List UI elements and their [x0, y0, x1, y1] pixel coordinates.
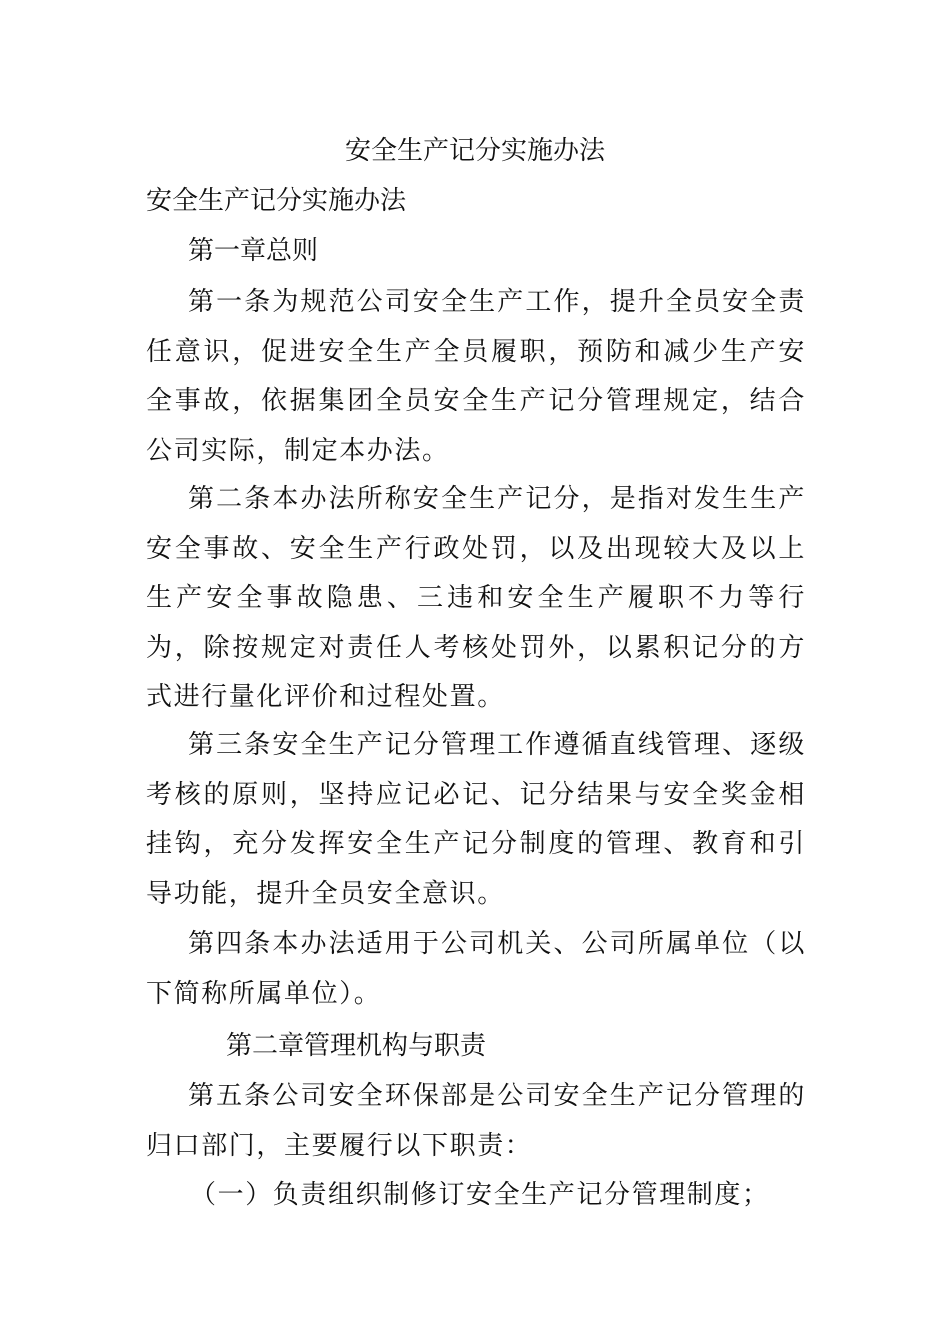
chapter-1-heading: 第一章总则: [188, 236, 319, 266]
document-subtitle: 安全生产记分实施办法: [146, 186, 407, 216]
article-4: 第四条本办法适用于公司机关、公司所属单位（以下简称所属单位）。: [146, 929, 806, 1009]
list-item: （一）负责组织制修订安全生产记分管理制度；: [190, 1180, 770, 1210]
article-3: 第三条安全生产记分管理工作遵循直线管理、逐级考核的原则，坚持应记必记、记分结果与安全奖金相挂钩，充分发挥安全生产记分制度的管理、教育和引导功能，提升全员安全意识。: [146, 730, 806, 909]
article-2: 第二条本办法所称安全生产记分，是指对发生生产安全事故、安全生产行政处罚，以及出现较大及以上生产安全事故隐患、三违和安全生产履职不力等行为，除按规定对责任人考核处罚外，以累积记分的方式进行量化评价和过程处置。: [146, 484, 806, 712]
article-1: 第一条为规范公司安全生产工作，提升全员安全责任意识，促进安全生产全员履职，预防和减少生产安全事故，依据集团全员安全生产记分管理规定，结合公司实际，制定本办法。: [146, 287, 806, 466]
document-title: 安全生产记分实施办法: [344, 136, 605, 166]
article-5: 第五条公司安全环保部是公司安全生产记分管理的归口部门，主要履行以下职责：: [146, 1081, 806, 1161]
chapter-2-heading: 第二章管理机构与职责: [226, 1031, 487, 1061]
